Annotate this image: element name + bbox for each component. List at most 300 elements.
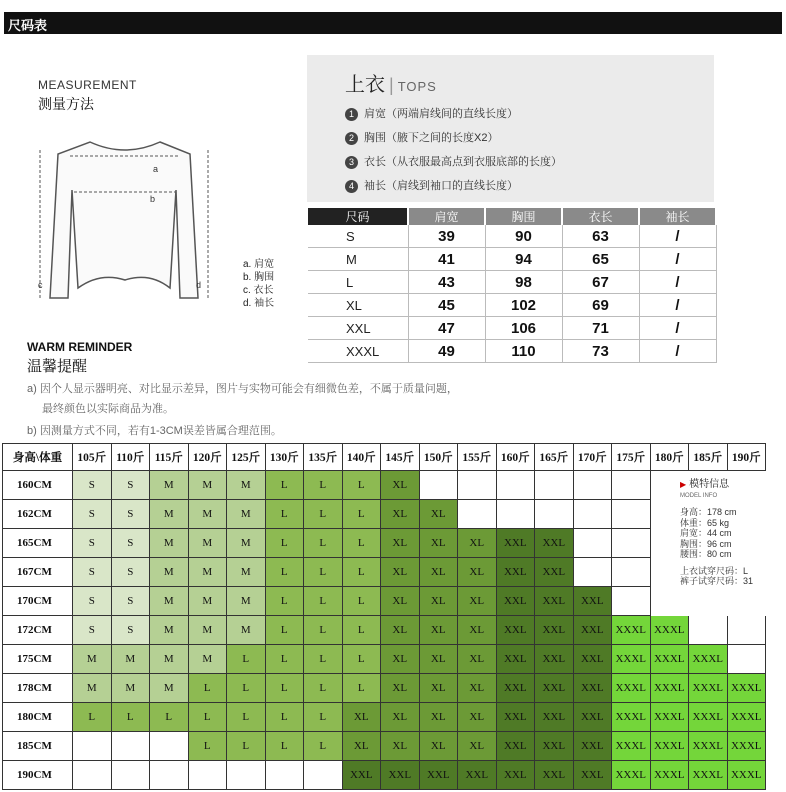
fit-cell: L bbox=[342, 558, 381, 587]
size-value: 90 bbox=[485, 225, 562, 248]
fit-cell: XL bbox=[342, 732, 381, 761]
weight-header: 130斤 bbox=[265, 444, 304, 471]
header-sleeve: 袖长 bbox=[639, 208, 716, 225]
weight-header: 105斤 bbox=[73, 444, 112, 471]
fit-cell: XXXL bbox=[689, 732, 728, 761]
fit-cell: XL bbox=[419, 587, 458, 616]
fit-cell: XXL bbox=[535, 674, 574, 703]
tops-panel bbox=[307, 55, 714, 202]
fit-cell: L bbox=[265, 529, 304, 558]
fit-cell: XXL bbox=[458, 761, 497, 790]
fit-cell: L bbox=[265, 732, 304, 761]
height-row bbox=[3, 558, 766, 587]
fit-cell bbox=[535, 471, 574, 500]
fit-cell: XXL bbox=[573, 645, 612, 674]
height-row bbox=[3, 703, 766, 732]
fit-cell: XXL bbox=[535, 645, 574, 674]
fit-cell: XXL bbox=[573, 703, 612, 732]
size-value: 47 bbox=[408, 317, 485, 340]
fit-cell bbox=[689, 587, 728, 616]
height-row bbox=[3, 674, 766, 703]
tops-title-en: TOPS bbox=[397, 79, 437, 94]
fit-cell bbox=[650, 587, 689, 616]
fit-cell: L bbox=[304, 529, 343, 558]
fit-cell: XL bbox=[381, 529, 420, 558]
weight-header: 150斤 bbox=[419, 444, 458, 471]
fit-cell: XXL bbox=[573, 616, 612, 645]
weight-header: 185斤 bbox=[689, 444, 728, 471]
fit-cell: M bbox=[111, 645, 150, 674]
model-info-title-text: 模特信息 bbox=[689, 479, 730, 490]
model-fit-line: 裤子试穿尺码：31 bbox=[680, 576, 754, 586]
fit-cell: M bbox=[188, 645, 227, 674]
fit-cell: XXL bbox=[496, 616, 535, 645]
fit-cell: L bbox=[265, 703, 304, 732]
weight-header: 160斤 bbox=[496, 444, 535, 471]
fit-cell: XXL bbox=[496, 703, 535, 732]
size-value: / bbox=[639, 225, 716, 248]
size-value: 98 bbox=[485, 271, 562, 294]
height-label: 178CM bbox=[3, 674, 73, 703]
tops-item-text: 肩宽（两端肩线间的直线长度） bbox=[364, 108, 518, 120]
fit-cell: XXXL bbox=[612, 616, 651, 645]
size-row bbox=[308, 271, 716, 294]
arrow-right-icon: ▶ bbox=[680, 480, 687, 489]
size-label: XXL bbox=[308, 317, 408, 340]
fit-cell: XXL bbox=[342, 761, 381, 790]
fit-cell: S bbox=[73, 500, 112, 529]
size-value: 94 bbox=[485, 248, 562, 271]
fit-cell: XXXL bbox=[612, 761, 651, 790]
measurement-title-cn: 测量方法 bbox=[38, 96, 94, 112]
note-b: b) 因测量方式不同，若有1-3CM误差皆属合理范围。 bbox=[27, 425, 282, 437]
fit-cell: S bbox=[111, 529, 150, 558]
height-row bbox=[3, 587, 766, 616]
sweater-outline bbox=[50, 142, 198, 298]
fit-cell: XXL bbox=[573, 761, 612, 790]
size-label: M bbox=[308, 248, 408, 271]
fit-cell bbox=[265, 761, 304, 790]
fit-cell: M bbox=[188, 529, 227, 558]
size-value: 102 bbox=[485, 294, 562, 317]
fit-cell: S bbox=[111, 558, 150, 587]
fit-cell: M bbox=[150, 587, 189, 616]
fit-cell: L bbox=[265, 558, 304, 587]
height-label: 170CM bbox=[3, 587, 73, 616]
fit-cell: M bbox=[227, 616, 266, 645]
fit-cell: L bbox=[227, 674, 266, 703]
fit-cell: XL bbox=[381, 587, 420, 616]
fit-cell: M bbox=[227, 587, 266, 616]
header-shoulder: 肩宽 bbox=[408, 208, 485, 225]
height-row bbox=[3, 500, 766, 529]
size-value: 73 bbox=[562, 340, 639, 363]
size-row bbox=[308, 317, 716, 340]
weight-header: 135斤 bbox=[304, 444, 343, 471]
legend-d: d. 袖长 bbox=[243, 298, 275, 309]
fit-cell: XXL bbox=[381, 761, 420, 790]
height-label: 167CM bbox=[3, 558, 73, 587]
fit-cell: XL bbox=[381, 674, 420, 703]
fit-cell bbox=[727, 616, 766, 645]
fit-cell: M bbox=[150, 471, 189, 500]
fit-cell: M bbox=[150, 674, 189, 703]
fit-cell: XL bbox=[458, 587, 497, 616]
height-label: 162CM bbox=[3, 500, 73, 529]
fit-cell: XXL bbox=[573, 674, 612, 703]
size-value: 41 bbox=[408, 248, 485, 271]
size-value: / bbox=[639, 294, 716, 317]
fit-cell: S bbox=[73, 587, 112, 616]
fit-cell: L bbox=[188, 732, 227, 761]
weight-header: 115斤 bbox=[150, 444, 189, 471]
size-value: 71 bbox=[562, 317, 639, 340]
fit-cell: L bbox=[304, 616, 343, 645]
size-label: L bbox=[308, 271, 408, 294]
fit-cell: M bbox=[227, 529, 266, 558]
size-value: 45 bbox=[408, 294, 485, 317]
diagram-label-a: a bbox=[153, 164, 159, 174]
fit-cell: XXL bbox=[496, 732, 535, 761]
fit-cell: L bbox=[265, 500, 304, 529]
tops-title bbox=[345, 68, 437, 97]
fit-cell: L bbox=[304, 587, 343, 616]
fit-cell bbox=[612, 471, 651, 500]
fit-cell: XL bbox=[419, 558, 458, 587]
tops-item-text: 衣长（从衣服最高点到衣服底部的长度） bbox=[364, 156, 562, 168]
header-chest: 胸围 bbox=[485, 208, 562, 225]
fit-cell: M bbox=[188, 616, 227, 645]
fit-cell: XXXL bbox=[650, 703, 689, 732]
fit-cell: XXXL bbox=[727, 732, 766, 761]
fit-cell: XXL bbox=[573, 732, 612, 761]
fit-cell: L bbox=[227, 645, 266, 674]
fit-cell: M bbox=[227, 471, 266, 500]
fit-cell: XL bbox=[381, 645, 420, 674]
tops-title-sep: | bbox=[389, 75, 394, 95]
fit-cell: XXXL bbox=[650, 761, 689, 790]
fit-cell: S bbox=[73, 471, 112, 500]
fit-cell bbox=[150, 732, 189, 761]
model-info bbox=[680, 480, 786, 587]
fit-cell: M bbox=[188, 471, 227, 500]
fit-cell: XXXL bbox=[650, 616, 689, 645]
weight-header: 120斤 bbox=[188, 444, 227, 471]
height-row bbox=[3, 645, 766, 674]
fit-cell: XL bbox=[458, 703, 497, 732]
tops-item bbox=[345, 129, 498, 145]
fit-cell: XL bbox=[419, 645, 458, 674]
weight-header: 145斤 bbox=[381, 444, 420, 471]
fit-cell: S bbox=[111, 471, 150, 500]
fit-cell: XXL bbox=[535, 616, 574, 645]
fit-cell bbox=[458, 500, 497, 529]
fit-cell: M bbox=[73, 674, 112, 703]
size-row bbox=[308, 340, 716, 363]
diagram-label-c: c bbox=[38, 280, 43, 290]
model-line: 体重：65 kg bbox=[680, 517, 730, 528]
height-label: 172CM bbox=[3, 616, 73, 645]
fit-cell: XXL bbox=[535, 558, 574, 587]
size-label: S bbox=[308, 225, 408, 248]
size-value: / bbox=[639, 271, 716, 294]
fit-cell: L bbox=[227, 732, 266, 761]
fit-cell: L bbox=[111, 703, 150, 732]
weight-header: 110斤 bbox=[111, 444, 150, 471]
diagram-label-d: d bbox=[196, 280, 202, 290]
size-value: 39 bbox=[408, 225, 485, 248]
fit-cell: XXXL bbox=[612, 645, 651, 674]
fit-cell: XXXL bbox=[689, 674, 728, 703]
fit-cell: L bbox=[304, 471, 343, 500]
fit-cell: L bbox=[342, 645, 381, 674]
size-value: / bbox=[639, 317, 716, 340]
fit-cell: XXL bbox=[496, 645, 535, 674]
fit-cell: XL bbox=[381, 471, 420, 500]
fit-cell: XL bbox=[419, 732, 458, 761]
fit-cell: S bbox=[73, 616, 112, 645]
fit-cell: M bbox=[227, 500, 266, 529]
fit-cell: XXL bbox=[535, 732, 574, 761]
measurement-legend bbox=[243, 258, 274, 310]
sweater-diagram bbox=[30, 120, 220, 320]
size-table bbox=[308, 208, 717, 363]
weight-header: 140斤 bbox=[342, 444, 381, 471]
fit-cell: M bbox=[150, 529, 189, 558]
fit-grid-header bbox=[3, 444, 766, 471]
fit-cell: XL bbox=[381, 732, 420, 761]
fit-cell bbox=[612, 500, 651, 529]
legend-b: b. 胸围 bbox=[243, 272, 275, 283]
fit-cell: L bbox=[265, 471, 304, 500]
fit-cell bbox=[573, 471, 612, 500]
fit-cell: XL bbox=[458, 645, 497, 674]
fit-cell: L bbox=[342, 587, 381, 616]
fit-cell: S bbox=[111, 587, 150, 616]
fit-cell: XXXL bbox=[650, 645, 689, 674]
diagram-label-b: b bbox=[150, 194, 156, 204]
grid-corner: 身高\体重 bbox=[3, 444, 73, 471]
fit-cell: L bbox=[342, 471, 381, 500]
fit-cell: XL bbox=[381, 558, 420, 587]
fit-cell: L bbox=[304, 500, 343, 529]
fit-cell: XL bbox=[458, 732, 497, 761]
fit-cell: M bbox=[73, 645, 112, 674]
fit-cell: XL bbox=[381, 703, 420, 732]
fit-cell bbox=[111, 761, 150, 790]
fit-cell: M bbox=[150, 645, 189, 674]
weight-header: 175斤 bbox=[612, 444, 651, 471]
fit-cell: L bbox=[265, 674, 304, 703]
fit-cell bbox=[612, 587, 651, 616]
weight-header: 180斤 bbox=[650, 444, 689, 471]
fit-cell: XL bbox=[419, 703, 458, 732]
fit-cell: XXXL bbox=[612, 732, 651, 761]
fit-cell bbox=[458, 471, 497, 500]
fit-cell: M bbox=[150, 558, 189, 587]
legend-c: c. 衣长 bbox=[243, 285, 274, 296]
model-info-subtitle: MODEL INFO bbox=[680, 492, 718, 499]
reminder-title-en: WARM REMINDER bbox=[27, 340, 133, 354]
fit-cell: M bbox=[188, 558, 227, 587]
fit-cell: S bbox=[73, 529, 112, 558]
fit-cell: S bbox=[73, 558, 112, 587]
number-3-icon: 3 bbox=[345, 156, 358, 169]
height-label: 160CM bbox=[3, 471, 73, 500]
note-a-line1: a) 因个人显示器明亮、对比显示差异，图片与实物可能会有细微色差，不属于质量问题， bbox=[27, 383, 458, 395]
fit-cell bbox=[73, 761, 112, 790]
fit-cell bbox=[689, 616, 728, 645]
fit-cell: XXXL bbox=[689, 703, 728, 732]
size-label: XXXL bbox=[308, 340, 408, 363]
fit-cell: XL bbox=[342, 703, 381, 732]
size-value: 67 bbox=[562, 271, 639, 294]
fit-cell: XL bbox=[419, 674, 458, 703]
number-2-icon: 2 bbox=[345, 132, 358, 145]
height-label: 175CM bbox=[3, 645, 73, 674]
fit-cell: M bbox=[111, 674, 150, 703]
model-line: 胸围：96 cm bbox=[680, 538, 732, 549]
header-bar bbox=[0, 0, 786, 34]
number-1-icon: 1 bbox=[345, 108, 358, 121]
fit-cell: L bbox=[342, 500, 381, 529]
fit-cell: XXXL bbox=[650, 732, 689, 761]
size-row bbox=[308, 294, 716, 317]
fit-cell: L bbox=[265, 616, 304, 645]
fit-cell bbox=[573, 558, 612, 587]
height-label: 190CM bbox=[3, 761, 73, 790]
fit-cell: XXL bbox=[419, 761, 458, 790]
fit-cell: L bbox=[304, 732, 343, 761]
number-4-icon: 4 bbox=[345, 180, 358, 193]
fit-cell bbox=[573, 500, 612, 529]
fit-cell: XXL bbox=[496, 761, 535, 790]
fit-cell bbox=[304, 761, 343, 790]
fit-cell: L bbox=[304, 674, 343, 703]
fit-cell: XXL bbox=[496, 558, 535, 587]
fit-grid bbox=[2, 443, 766, 790]
fit-cell: XXL bbox=[535, 529, 574, 558]
fit-cell: M bbox=[188, 587, 227, 616]
size-table-header bbox=[308, 208, 716, 225]
legend-a: a. 肩宽 bbox=[243, 259, 275, 270]
fit-cell: XXXL bbox=[612, 674, 651, 703]
fit-cell: M bbox=[150, 616, 189, 645]
height-label: 185CM bbox=[3, 732, 73, 761]
fit-cell: XL bbox=[381, 616, 420, 645]
fit-cell: XL bbox=[458, 558, 497, 587]
weight-header: 155斤 bbox=[458, 444, 497, 471]
header-band bbox=[4, 12, 782, 34]
fit-cell: XXXL bbox=[650, 674, 689, 703]
fit-cell: L bbox=[188, 703, 227, 732]
tops-title-cn: 上衣 bbox=[345, 74, 385, 96]
fit-cell: XXL bbox=[496, 529, 535, 558]
height-row bbox=[3, 471, 766, 500]
fit-cell: XXL bbox=[535, 761, 574, 790]
fit-cell: XL bbox=[381, 500, 420, 529]
fit-cell bbox=[535, 500, 574, 529]
fit-cell bbox=[727, 645, 766, 674]
height-row bbox=[3, 616, 766, 645]
fit-cell: XL bbox=[458, 616, 497, 645]
fit-cell bbox=[111, 732, 150, 761]
fit-cell: XL bbox=[458, 674, 497, 703]
fit-cell bbox=[496, 471, 535, 500]
fit-cell: M bbox=[150, 500, 189, 529]
fit-cell bbox=[73, 732, 112, 761]
tops-item bbox=[345, 153, 562, 169]
fit-cell bbox=[573, 529, 612, 558]
fit-cell: XL bbox=[458, 529, 497, 558]
fit-cell: XXXL bbox=[727, 674, 766, 703]
fit-cell: L bbox=[150, 703, 189, 732]
height-row bbox=[3, 732, 766, 761]
fit-cell: S bbox=[111, 616, 150, 645]
model-info-title bbox=[680, 480, 786, 491]
fit-cell: L bbox=[342, 529, 381, 558]
weight-header: 165斤 bbox=[535, 444, 574, 471]
note-a-line2: 最终颜色以实际商品为准。 bbox=[42, 403, 174, 415]
fit-cell: L bbox=[227, 703, 266, 732]
height-label: 180CM bbox=[3, 703, 73, 732]
model-line: 身高：178 cm bbox=[680, 507, 737, 517]
fit-cell: L bbox=[304, 558, 343, 587]
fit-cell: L bbox=[265, 587, 304, 616]
weight-header: 125斤 bbox=[227, 444, 266, 471]
size-value: / bbox=[639, 340, 716, 363]
fit-cell: XXXL bbox=[727, 703, 766, 732]
fit-cell: XXL bbox=[535, 703, 574, 732]
fit-cell: XXL bbox=[496, 587, 535, 616]
weight-header: 170斤 bbox=[573, 444, 612, 471]
fit-cell: L bbox=[304, 703, 343, 732]
fit-cell bbox=[188, 761, 227, 790]
height-label: 165CM bbox=[3, 529, 73, 558]
tops-item bbox=[345, 177, 518, 193]
height-row bbox=[3, 761, 766, 790]
fit-cell bbox=[612, 558, 651, 587]
size-value: 49 bbox=[408, 340, 485, 363]
model-fit-line: 上衣试穿尺码：L bbox=[680, 565, 749, 576]
size-value: / bbox=[639, 248, 716, 271]
fit-cell: XXXL bbox=[689, 645, 728, 674]
fit-cell: L bbox=[265, 645, 304, 674]
tops-item bbox=[345, 105, 518, 121]
model-line: 肩宽：44 cm bbox=[680, 528, 732, 538]
header-length: 衣长 bbox=[562, 208, 639, 225]
tops-item-text: 袖长（肩线到袖口的直线长度） bbox=[364, 180, 518, 192]
page-title: 尺码表 bbox=[8, 18, 48, 33]
size-value: 43 bbox=[408, 271, 485, 294]
fit-cell bbox=[419, 471, 458, 500]
fit-cell bbox=[727, 587, 766, 616]
reminder-title-cn: 温馨提醒 bbox=[27, 358, 88, 375]
fit-cell: XXXL bbox=[689, 761, 728, 790]
measurement-title-en: MEASUREMENT bbox=[38, 78, 137, 92]
size-value: 106 bbox=[485, 317, 562, 340]
fit-cell: L bbox=[304, 645, 343, 674]
fit-cell: L bbox=[342, 674, 381, 703]
model-line: 腰围：80 cm bbox=[680, 549, 732, 559]
fit-cell: XXL bbox=[496, 674, 535, 703]
tops-item-text: 胸围（腋下之间的长度X2） bbox=[364, 132, 499, 144]
fit-cell: XXL bbox=[535, 587, 574, 616]
size-label: XL bbox=[308, 294, 408, 317]
fit-cell: L bbox=[342, 616, 381, 645]
fit-cell: XL bbox=[419, 529, 458, 558]
fit-cell bbox=[496, 500, 535, 529]
